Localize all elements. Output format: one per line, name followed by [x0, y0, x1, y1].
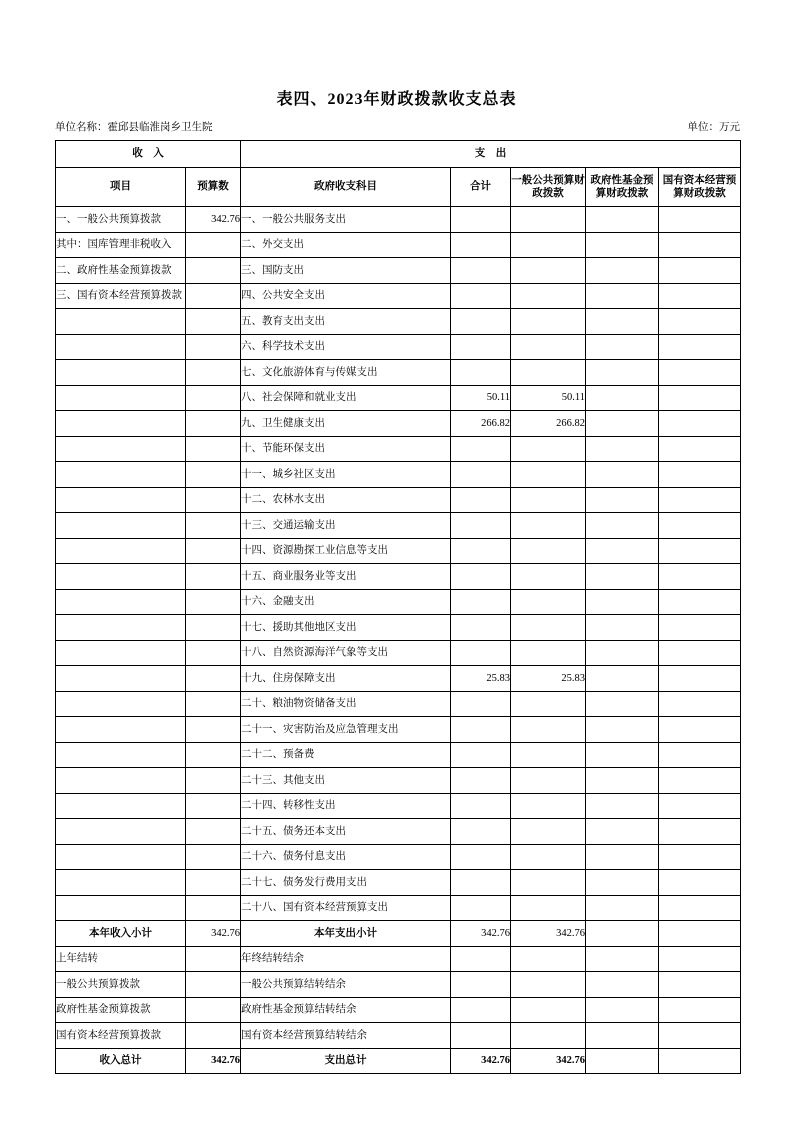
total-cell [451, 487, 511, 513]
subject-cell: 二十六、债务付息支出 [241, 844, 451, 870]
budget-cell [186, 691, 241, 717]
total-cell [451, 283, 511, 309]
gov-fund-cell [586, 513, 659, 539]
state-capital-cell [659, 487, 741, 513]
item-cell [56, 793, 186, 819]
item-cell: 政府性基金预算拨款 [56, 997, 186, 1023]
general-budget-cell [511, 334, 586, 360]
table-row [56, 360, 741, 386]
general-budget-cell [511, 589, 586, 615]
general-budget-cell [511, 615, 586, 641]
subject-cell: 二十八、国有资本经营预算支出 [241, 895, 451, 921]
gov-fund-cell [586, 819, 659, 845]
item-cell [56, 870, 186, 896]
total-cell: 50.11 [451, 385, 511, 411]
table-row [56, 793, 741, 819]
budget-cell [186, 768, 241, 794]
subject-cell: 十三、交通运输支出 [241, 513, 451, 539]
budget-cell [186, 870, 241, 896]
subject-cell: 五、教育支出支出 [241, 309, 451, 335]
gov-fund-cell [586, 946, 659, 972]
income-group-header: 收 入 [56, 141, 241, 168]
gov-fund-cell [586, 972, 659, 998]
budget-cell [186, 895, 241, 921]
table-row [56, 411, 741, 437]
general-budget-cell [511, 768, 586, 794]
item-cell: 国有资本经营预算拨款 [56, 1023, 186, 1049]
item-cell [56, 895, 186, 921]
general-budget-cell [511, 258, 586, 284]
col-header-gov-fund: 政府性基金预算财政拨款 [586, 168, 659, 207]
table-row [56, 844, 741, 870]
col-header-general-budget: 一般公共预算财政拨款 [511, 168, 586, 207]
budget-cell [186, 666, 241, 692]
gov-fund-cell [586, 666, 659, 692]
subject-cell: 二十、粮油物资储备支出 [241, 691, 451, 717]
subject-cell: 二十四、转移性支出 [241, 793, 451, 819]
table-row [56, 921, 741, 947]
budget-cell [186, 997, 241, 1023]
budget-cell [186, 385, 241, 411]
item-cell [56, 538, 186, 564]
general-budget-cell [511, 844, 586, 870]
col-header-budget: 预算数 [186, 168, 241, 207]
table-row [56, 462, 741, 488]
subject-cell: 支出总计 [241, 1048, 451, 1074]
gov-fund-cell [586, 564, 659, 590]
subject-cell: 六、科学技术支出 [241, 334, 451, 360]
item-cell [56, 411, 186, 437]
state-capital-cell [659, 768, 741, 794]
gov-fund-cell [586, 411, 659, 437]
subject-cell: 四、公共安全支出 [241, 283, 451, 309]
budget-cell: 342.76 [186, 921, 241, 947]
table-row [56, 895, 741, 921]
gov-fund-cell [586, 768, 659, 794]
item-cell: 二、政府性基金预算拨款 [56, 258, 186, 284]
budget-cell [186, 640, 241, 666]
subject-cell: 本年支出小计 [241, 921, 451, 947]
gov-fund-cell [586, 385, 659, 411]
state-capital-cell [659, 666, 741, 692]
budget-cell [186, 334, 241, 360]
total-cell: 266.82 [451, 411, 511, 437]
gov-fund-cell [586, 1048, 659, 1074]
gov-fund-cell [586, 895, 659, 921]
general-budget-cell: 342.76 [511, 1048, 586, 1074]
item-cell [56, 768, 186, 794]
state-capital-cell [659, 615, 741, 641]
subject-cell: 二、外交支出 [241, 232, 451, 258]
item-cell [56, 513, 186, 539]
gov-fund-cell [586, 360, 659, 386]
state-capital-cell [659, 793, 741, 819]
table-row [56, 615, 741, 641]
state-capital-cell [659, 819, 741, 845]
state-capital-cell [659, 258, 741, 284]
budget-cell [186, 309, 241, 335]
state-capital-cell [659, 232, 741, 258]
table-row [56, 487, 741, 513]
budget-cell [186, 538, 241, 564]
subject-cell: 十八、自然资源海洋气象等支出 [241, 640, 451, 666]
table-row [56, 666, 741, 692]
general-budget-cell [511, 538, 586, 564]
total-cell [451, 564, 511, 590]
table-row [56, 691, 741, 717]
total-cell [451, 768, 511, 794]
state-capital-cell [659, 742, 741, 768]
item-cell [56, 487, 186, 513]
gov-fund-cell [586, 997, 659, 1023]
total-cell [451, 870, 511, 896]
expenditure-group-header: 支 出 [241, 141, 741, 168]
state-capital-cell [659, 564, 741, 590]
subject-cell: 十五、商业服务业等支出 [241, 564, 451, 590]
total-cell [451, 538, 511, 564]
budget-cell [186, 717, 241, 743]
subject-cell: 十一、城乡社区支出 [241, 462, 451, 488]
total-cell [451, 640, 511, 666]
item-cell: 其中：国库管理非税收入 [56, 232, 186, 258]
subject-cell: 十四、资源勘探工业信息等支出 [241, 538, 451, 564]
total-cell [451, 742, 511, 768]
item-cell [56, 640, 186, 666]
subject-cell: 三、国防支出 [241, 258, 451, 284]
general-budget-cell [511, 691, 586, 717]
table-row [56, 207, 741, 233]
state-capital-cell [659, 309, 741, 335]
gov-fund-cell [586, 691, 659, 717]
state-capital-cell [659, 360, 741, 386]
group-header-row [56, 141, 741, 168]
general-budget-cell [511, 819, 586, 845]
table-row [56, 819, 741, 845]
table-row [56, 436, 741, 462]
gov-fund-cell [586, 921, 659, 947]
general-budget-cell [511, 640, 586, 666]
general-budget-cell: 25.83 [511, 666, 586, 692]
total-cell [451, 436, 511, 462]
gov-fund-cell [586, 207, 659, 233]
table-row [56, 564, 741, 590]
gov-fund-cell [586, 793, 659, 819]
state-capital-cell [659, 1023, 741, 1049]
general-budget-cell [511, 283, 586, 309]
subject-cell: 二十三、其他支出 [241, 768, 451, 794]
general-budget-cell [511, 997, 586, 1023]
total-cell [451, 334, 511, 360]
total-cell [451, 717, 511, 743]
item-cell [56, 666, 186, 692]
budget-cell [186, 819, 241, 845]
budget-cell [186, 283, 241, 309]
subject-cell: 十六、金融支出 [241, 589, 451, 615]
general-budget-cell: 342.76 [511, 921, 586, 947]
budget-cell [186, 258, 241, 284]
total-cell [451, 513, 511, 539]
total-cell [451, 997, 511, 1023]
budget-cell [186, 844, 241, 870]
state-capital-cell [659, 538, 741, 564]
budget-cell [186, 436, 241, 462]
total-cell [451, 462, 511, 488]
unit-name: 单位名称：霍邱县临淮岗乡卫生院 [55, 122, 213, 133]
table-row [56, 640, 741, 666]
gov-fund-cell [586, 844, 659, 870]
item-cell [56, 436, 186, 462]
general-budget-cell [511, 487, 586, 513]
subject-cell: 十二、农林水支出 [241, 487, 451, 513]
state-capital-cell [659, 334, 741, 360]
total-cell [451, 793, 511, 819]
general-budget-cell [511, 513, 586, 539]
gov-fund-cell [586, 309, 659, 335]
subject-cell: 二十五、债务还本支出 [241, 819, 451, 845]
state-capital-cell [659, 921, 741, 947]
total-cell [451, 258, 511, 284]
table-row [56, 334, 741, 360]
state-capital-cell [659, 283, 741, 309]
state-capital-cell [659, 462, 741, 488]
budget-cell [186, 513, 241, 539]
total-cell [451, 589, 511, 615]
total-cell [451, 895, 511, 921]
budget-cell [186, 232, 241, 258]
state-capital-cell [659, 972, 741, 998]
col-header-subject: 政府收支科目 [241, 168, 451, 207]
state-capital-cell [659, 870, 741, 896]
subject-cell: 二十二、预备费 [241, 742, 451, 768]
budget-cell [186, 793, 241, 819]
general-budget-cell [511, 462, 586, 488]
subject-cell: 十、节能环保支出 [241, 436, 451, 462]
table-row [56, 538, 741, 564]
total-cell [451, 972, 511, 998]
state-capital-cell [659, 691, 741, 717]
general-budget-cell [511, 360, 586, 386]
total-cell [451, 691, 511, 717]
item-cell [56, 615, 186, 641]
item-cell: 收入总计 [56, 1048, 186, 1074]
budget-cell [186, 589, 241, 615]
general-budget-cell [511, 742, 586, 768]
subject-cell: 二十一、灾害防治及应急管理支出 [241, 717, 451, 743]
subject-cell: 政府性基金预算结转结余 [241, 997, 451, 1023]
state-capital-cell [659, 946, 741, 972]
gov-fund-cell [586, 870, 659, 896]
budget-cell [186, 411, 241, 437]
general-budget-cell [511, 309, 586, 335]
general-budget-cell [511, 1023, 586, 1049]
col-header-item: 项目 [56, 168, 186, 207]
general-budget-cell [511, 946, 586, 972]
state-capital-cell [659, 640, 741, 666]
page-title: 表四、2023年财政拨款收支总表 [276, 91, 517, 108]
gov-fund-cell [586, 538, 659, 564]
total-cell [451, 946, 511, 972]
budget-cell [186, 1023, 241, 1049]
table-row [56, 1048, 741, 1074]
gov-fund-cell [586, 717, 659, 743]
table-row [56, 385, 741, 411]
total-cell [451, 360, 511, 386]
budget-cell [186, 462, 241, 488]
gov-fund-cell [586, 742, 659, 768]
general-budget-cell [511, 232, 586, 258]
state-capital-cell [659, 1048, 741, 1074]
general-budget-cell [511, 207, 586, 233]
total-cell [451, 615, 511, 641]
budget-cell [186, 742, 241, 768]
total-cell [451, 207, 511, 233]
general-budget-cell [511, 436, 586, 462]
table-row [56, 717, 741, 743]
col-header-state-capital: 国有资本经营预算财政拨款 [659, 168, 741, 207]
state-capital-cell [659, 589, 741, 615]
item-cell [56, 844, 186, 870]
table-row [56, 972, 741, 998]
total-cell: 342.76 [451, 1048, 511, 1074]
gov-fund-cell [586, 615, 659, 641]
general-budget-cell [511, 717, 586, 743]
table-row [56, 997, 741, 1023]
state-capital-cell [659, 513, 741, 539]
subject-cell: 十七、援助其他地区支出 [241, 615, 451, 641]
gov-fund-cell [586, 258, 659, 284]
general-budget-cell [511, 895, 586, 921]
general-budget-cell [511, 870, 586, 896]
subject-cell: 七、文化旅游体育与传媒支出 [241, 360, 451, 386]
item-cell: 上年结转 [56, 946, 186, 972]
total-cell: 25.83 [451, 666, 511, 692]
state-capital-cell [659, 895, 741, 921]
table-row [56, 232, 741, 258]
item-cell [56, 309, 186, 335]
total-cell [451, 844, 511, 870]
subject-cell: 一、一般公共服务支出 [241, 207, 451, 233]
state-capital-cell [659, 411, 741, 437]
state-capital-cell [659, 436, 741, 462]
gov-fund-cell [586, 462, 659, 488]
state-capital-cell [659, 207, 741, 233]
budget-cell: 342.76 [186, 1048, 241, 1074]
budget-cell: 342.76 [186, 207, 241, 233]
table-row [56, 513, 741, 539]
total-cell [451, 309, 511, 335]
table-row [56, 1023, 741, 1049]
table-row [56, 742, 741, 768]
general-budget-cell: 266.82 [511, 411, 586, 437]
table-row [56, 589, 741, 615]
total-cell [451, 819, 511, 845]
budget-cell [186, 972, 241, 998]
total-cell: 342.76 [451, 921, 511, 947]
subject-cell: 国有资本经营预算结转结余 [241, 1023, 451, 1049]
table-row [56, 283, 741, 309]
item-cell [56, 589, 186, 615]
meta-row [55, 119, 740, 134]
gov-fund-cell [586, 232, 659, 258]
unit-of-measure: 单位：万元 [687, 122, 740, 133]
gov-fund-cell [586, 436, 659, 462]
fiscal-table [55, 140, 741, 1074]
table-row [56, 309, 741, 335]
table-row [56, 870, 741, 896]
gov-fund-cell [586, 640, 659, 666]
col-header-total: 合计 [451, 168, 511, 207]
subject-cell: 八、社会保障和就业支出 [241, 385, 451, 411]
gov-fund-cell [586, 334, 659, 360]
subject-cell: 九、卫生健康支出 [241, 411, 451, 437]
item-cell [56, 742, 186, 768]
table-row [56, 768, 741, 794]
general-budget-cell [511, 972, 586, 998]
item-cell [56, 564, 186, 590]
subject-cell: 二十七、债务发行费用支出 [241, 870, 451, 896]
budget-cell [186, 946, 241, 972]
budget-cell [186, 487, 241, 513]
budget-cell [186, 360, 241, 386]
item-cell: 三、国有资本经营预算拨款 [56, 283, 186, 309]
item-cell [56, 334, 186, 360]
general-budget-cell [511, 564, 586, 590]
item-cell: 一、一般公共预算拨款 [56, 207, 186, 233]
state-capital-cell [659, 844, 741, 870]
gov-fund-cell [586, 487, 659, 513]
total-cell [451, 232, 511, 258]
item-cell [56, 360, 186, 386]
item-cell [56, 691, 186, 717]
subject-cell: 年终结转结余 [241, 946, 451, 972]
gov-fund-cell [586, 589, 659, 615]
budget-cell [186, 564, 241, 590]
state-capital-cell [659, 385, 741, 411]
item-cell [56, 819, 186, 845]
state-capital-cell [659, 717, 741, 743]
table-row [56, 946, 741, 972]
item-cell: 本年收入小计 [56, 921, 186, 947]
gov-fund-cell [586, 1023, 659, 1049]
gov-fund-cell [586, 283, 659, 309]
item-cell: 一般公共预算拨款 [56, 972, 186, 998]
total-cell [451, 1023, 511, 1049]
budget-cell [186, 615, 241, 641]
general-budget-cell: 50.11 [511, 385, 586, 411]
column-header-row [56, 168, 741, 207]
subject-cell: 一般公共预算结转结余 [241, 972, 451, 998]
item-cell [56, 385, 186, 411]
state-capital-cell [659, 997, 741, 1023]
subject-cell: 十九、住房保障支出 [241, 666, 451, 692]
table-row [56, 258, 741, 284]
item-cell [56, 462, 186, 488]
item-cell [56, 717, 186, 743]
general-budget-cell [511, 793, 586, 819]
